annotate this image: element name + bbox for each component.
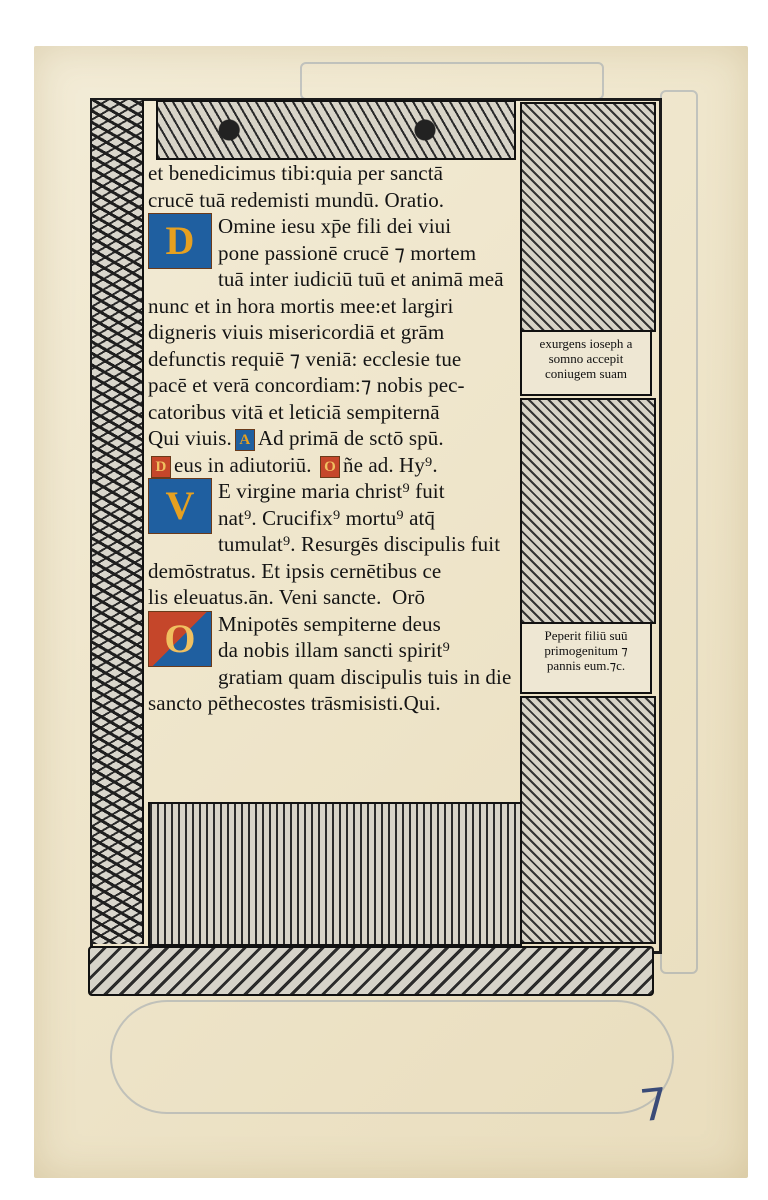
text-fragment: ñe ad. Hy⁹. — [342, 452, 438, 477]
prayer-text-block — [148, 160, 520, 717]
caption-joseph-text: exurgens ioseph a somno accepit coniugem suam — [539, 336, 633, 381]
initial-a-small: A — [235, 429, 255, 451]
caption-nativity — [520, 622, 652, 694]
initial-o-small: O — [320, 456, 340, 478]
initial-d: D — [148, 213, 212, 269]
paragraph-domine — [148, 213, 520, 266]
text-line: tumulat⁹. Resurgēs discipulis fuit — [218, 532, 501, 556]
text-line: nunc et in hora mortis mee:et largiri — [148, 293, 454, 318]
text-line: et benedicimus tibi:quia per sanctā — [148, 161, 444, 185]
top-floral-border — [156, 100, 516, 160]
text-line-veni — [148, 584, 520, 611]
text-line: crucē tuā redemisti mundū. Oratio. — [148, 187, 445, 212]
text-fragment: Qui viuis. — [148, 426, 232, 450]
woodcut-nativity — [520, 398, 656, 624]
text-fragment: lis eleuatus.ān. Veni sancte. — [148, 585, 382, 609]
woodcut-joseph-mary — [520, 102, 656, 332]
showthrough-ornament-bottom — [110, 1000, 674, 1114]
bottom-figures-border — [148, 802, 522, 946]
pencil-folio-number: 7 — [637, 1078, 671, 1133]
text-line: da nobis illam sancti spirit⁹ — [218, 638, 450, 662]
initial-d-small: D — [151, 456, 171, 478]
text-line: demōstratus. Et ipsis cernētibus ce — [148, 558, 442, 583]
text-line: sancto pēthecostes trāsmisisti.Qui. — [148, 691, 441, 715]
showthrough-frame-right — [660, 90, 698, 974]
text-line-qui-viuis — [148, 425, 520, 452]
text-fragment: Ad primā de sctō spū. — [257, 426, 444, 450]
paragraph-virgine — [148, 478, 520, 531]
text-line: pone passionē crucē ⁊ mortem — [218, 240, 477, 265]
text-line: Mnipotēs sempiterne deus — [218, 611, 441, 636]
text-line: gratiam quam discipulis tuis in die — [218, 664, 512, 689]
initial-o: O — [148, 611, 212, 667]
left-twisted-column-border — [92, 100, 144, 944]
caption-nativity-text: Peperit filiū suū primogenitum ⁊ pannis eum.⁊c. — [544, 628, 628, 673]
text-fragment: eus in adiutoriū. — [174, 452, 312, 477]
text-fragment: Orō — [392, 585, 426, 609]
caption-joseph — [520, 330, 652, 396]
paragraph-omnipotens — [148, 611, 520, 664]
text-line: pacē et verā concordiam:⁊ nobis pec- — [148, 373, 465, 397]
text-line: digneris viuis misericordiā et grām — [148, 320, 445, 344]
text-line: defunctis requiē ⁊ veniā: ecclesie tue — [148, 346, 462, 371]
text-line: E virgine maria christ⁹ fuit — [218, 479, 445, 503]
woodcut-shepherds — [520, 696, 656, 944]
initial-v: V — [148, 478, 212, 534]
text-line: catoribus vitā et leticiā sempiternā — [148, 399, 440, 424]
text-line: Omine iesu xp̄e fili dei viui — [218, 214, 452, 238]
bottom-ornamental-band — [88, 946, 654, 996]
showthrough-ornament-top — [300, 62, 604, 100]
text-line: tuā inter iudiciū tuū et animā meā — [218, 267, 504, 291]
text-line-deus — [148, 452, 520, 479]
text-line: nat⁹. Crucifix⁹ mortu⁹ atq̄ — [218, 505, 436, 530]
